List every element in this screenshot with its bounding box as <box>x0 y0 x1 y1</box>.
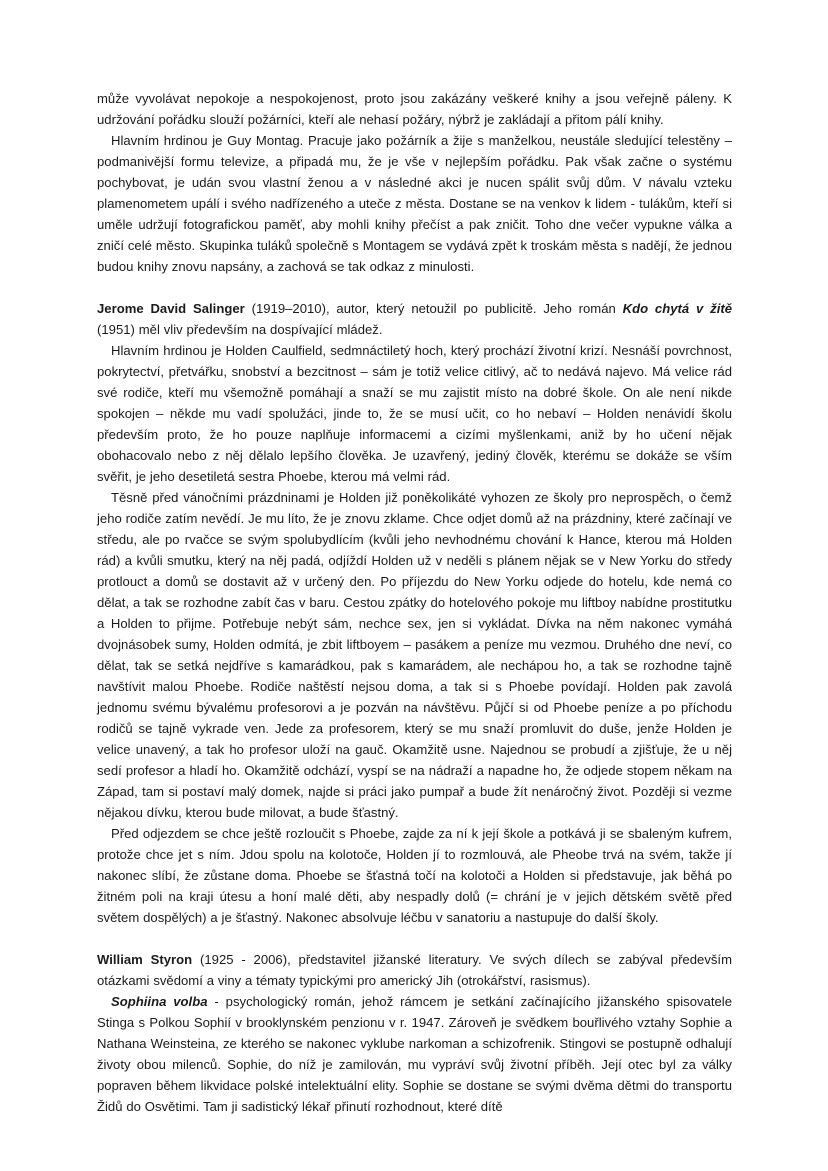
paragraph-styron-heading <box>97 949 732 991</box>
paragraph-bradbury-continued <box>97 88 732 130</box>
bold-run: William Styron <box>97 952 193 967</box>
text-run: (1925 - 2006), představitel jižanské literatury. Ve svých dílech se zabýval především otázkami svědomí a viny a tématy typickými pro americký Jih (otrokářství, rasismus). <box>97 952 732 988</box>
paragraph-sophie-choice <box>97 991 732 1117</box>
paragraph-salinger-heading <box>97 298 732 340</box>
document-text-body <box>97 88 732 1117</box>
text-run: může vyvolávat nepokoje a nespokojenost, proto jsou zakázány veškeré knihy a jsou veřejně páleny. K udržování pořádku slouží požárníci, kteří ale nehasí požáry, nýbrž je zakládají a přitom pálí knihy. <box>97 91 732 127</box>
text-run: Před odjezdem se chce ještě rozloučit s Phoebe, zajde za ní k její škole a potkává ji se sbaleným kufrem, protože chce jet s ním. Jdou spolu na kolotoče, Holden jí to rozmlouvá, ale Pheobe trvá na svém, takže jí nakonec slíbí, že zůstane doma. Phoebe se šťastná točí na kolotoči a Holden si představuje, jak běhá po žitném poli na kraji útesu a honí malé děti, aby nespadly dolů (= chrání je v jejich dětském světě před světem dospělých) a je šťastný. Nakonec absolvuje léčbu v sanatoriu a nastupuje do další školy. <box>97 826 732 925</box>
text-run: (1951) měl vliv především na dospívající mládež. <box>97 322 383 337</box>
text-run: Hlavním hrdinou je Guy Montag. Pracuje jako požárník a žije s manželkou, neustále sledující telestěny – podmanivější formu televize, a připadá mu, že je vše v nejlepším pořádku. Pak však začne o systému pochybovat, je udán svou vlastní ženou a v následné akci je nucen spálit svůj dům. V návalu vzteku plamenometem upálí i svého nadřízeného a uteče z města. Dostane se na venkov k lidem - tulákům, kteří si uměle udržují fotografickou paměť, aby mohli knihy přečíst a pak zničit. Toho dne večer vypukne válka a zničí celé město. Skupinka tuláků společně s Montagem se vydává zpět k troskám města s nadějí, že jednou budou knihy znovu napsány, a zachová se tak odkaz z minulosti. <box>97 133 732 274</box>
paragraph-holden-intro <box>97 340 732 487</box>
text-run: Hlavním hrdinou je Holden Caulfield, sedmnáctiletý hoch, který prochází životní krizí. Nesnáší povrchnost, pokrytectví, přetvářku, snobství a bezcitnost – sám je totiž velice citlivý, ač to nedává najevo. Má velice rád své rodiče, kteří mu všemožně pomáhají a snaží se mu zajistit místo na dobré škole. On ale není nikde spokojen – někde mu vadí spolužáci, jinde to, že se musí učit, co ho nebaví – Holden nenávidí školu především proto, že ho pouze naplňuje informacemi a cizími myšlenkami, aniž by ho učení nějak obohacovalo nebo z něj dělalo lepšího člověka. Je uzavřený, jediný člověk, kterému se dokáže se vším svěřit, je jeho desetiletá sestra Phoebe, kterou má velmi rád. <box>97 343 732 484</box>
paragraph-montag-paragraph <box>97 130 732 277</box>
title-emphasis: Sophiina volba <box>111 994 208 1009</box>
text-run: Těsně před vánočními prázdninami je Holden již poněkolikáté vyhozen ze školy pro neprospěch, o čemž jeho rodiče zatím nevědí. Je mu líto, že je znovu zklame. Chce odjet domů až na prázdniny, které začínají ve středu, ale po rvačce se svým spolubydlícím (kvůli jeho nevhodnému chování k Hance, kterou má Holden rád) a kvůli smutku, který na něj padá, odjíždí Holden už v neděli s plánem nějak se v New Yorku do středy protlouct a domů se dostavit až v určený den. Po příjezdu do New Yorku odjede do hotelu, kde nemá co dělat, a tak se rozhodne zabít čas v baru. Cestou zpátky do hotelového pokoje mu liftboy nabídne prostitutku a Holden to přijme. Potřebuje nebýt sám, nechce sex, jen si vykládat. Dívka na něm nakonec vymáhá dvojnásobek sumy, Holden odmítá, je zbit liftboyem – pasákem a peníze mu vezmou. Druhého dne neví, co dělat, tak se setká nejdříve s kamarádkou, pak s kamarádem, ale nechápou ho, a tak se rozhodne tajně navštívit malou Phoebe. Rodiče naštěstí nejsou doma, a tak si s Phoebe povídají. Holden pak zavolá jednomu svému bývalému profesorovi a je pozván na návštěvu. Půjčí si od Phoebe peníze a po příchodu rodičů se tajně vykrade ven. Jede za profesorem, který se mu snaží promluvit do duše, jenže Holden je velice unavený, a tak ho profesor uloží na gauč. Okamžitě usne. Najednou se probudí a zjišťuje, že u něj sedí profesor a hladí ho. Okamžitě odchází, vyspí se na nádraží a napadne ho, že odjede stopem někam na Západ, tam si postaví malý domek, najde si práci jako pumpař a bude žít nenáročný život. Později si vezme nějakou dívku, kterou bude milovat, a bude šťastný. <box>97 490 732 820</box>
text-run: - psychologický román, jehož rámcem je setkání začínajícího jižanského spisovatele Stinga s Polkou Sophií v brooklynském penzionu v r. 1947. Zároveň je svědkem bouřlivého vztahy Sophie a Nathana Weinsteina, ze kterého se nakonec vyklube narkoman a schizofrenik. Stingovi se postupně odhalují životy obou milenců. Sophie, do níž je zamilován, mu vypráví svůj životní příběh. Její otec byl za války popraven během likvidace polské intelektuální elity. Sophie se dostane se svými dvěma dětmi do transportu Židů do Osvětimi. Tam ji sadistický lékař přinutí rozhodnout, které dítě <box>97 994 733 1114</box>
paragraph-holden-ending <box>97 823 732 928</box>
text-run: (1919–2010), autor, který netoužil po publicitě. Jeho román <box>244 301 623 316</box>
paragraph-holden-story <box>97 487 732 823</box>
bold-run: Jerome David Salinger <box>97 301 245 316</box>
title-emphasis: Kdo chytá v žitě <box>622 301 732 316</box>
